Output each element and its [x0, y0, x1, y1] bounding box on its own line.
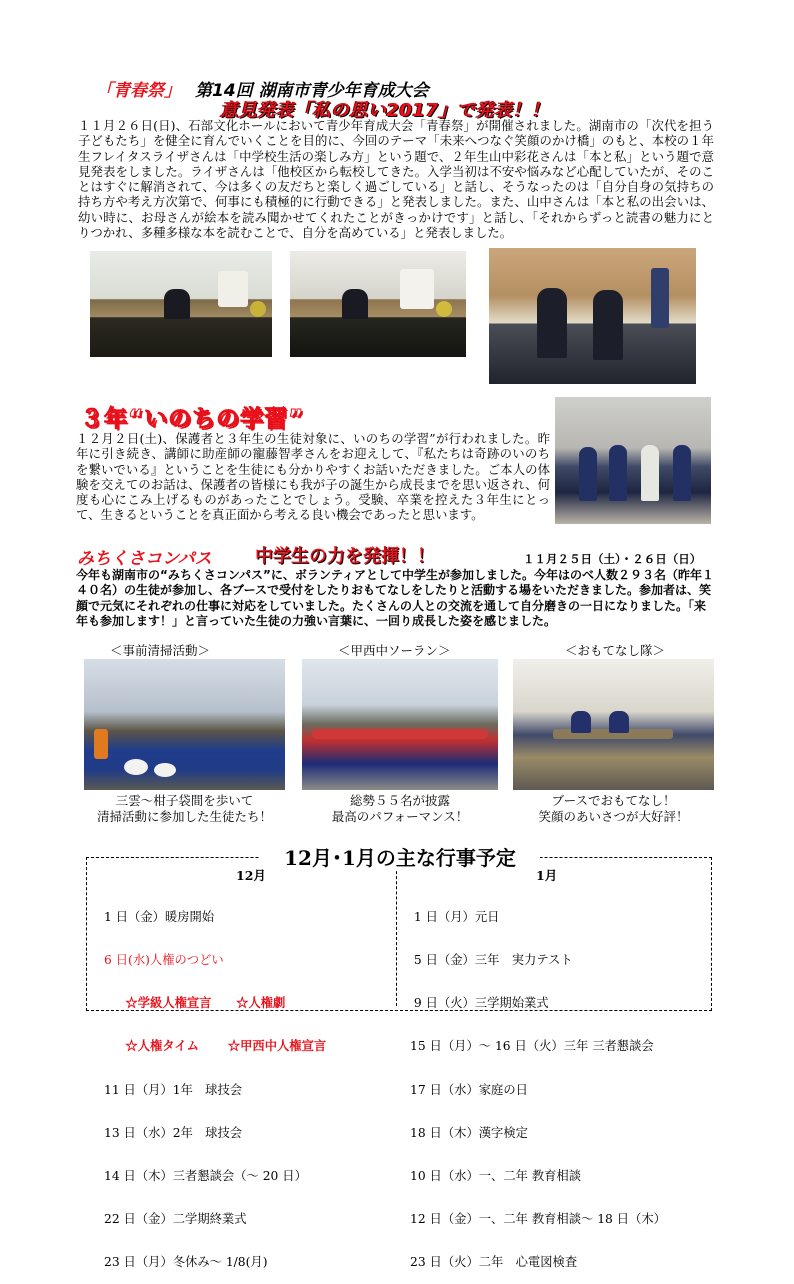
seishunsai-body: １１月２６日(日)、石部文化ホールにおいて青少年育成大会「青春祭」が開催されました。湖南市の「次代を担う子どもたち」を健全に育んでいくことを目的に、今回のテーマ「未来へつなぐ笑顔のかけ橋」のもと、本校の１年生フレイタスライザさんは「中学校生活の楽しみ方」という題で、２年生山中彩花さんは「本と私」という題で意見発表をしました。ライザさんは「他校区から転校してきた。入学当初は不安や悩みなど心配していたが、そのことはすぐに解消されて、今は多くの友だちと楽しく過ごしている」と話し、そうなったのは「自分自身の気持ちの持ち方や考え方次第で、何事にも積極的に行動できる」と発表しました。また、山中さんは「本と私の出会いは、幼い時に、お母さんが絵本を読み聞かせてくれたことがきっかけです」と話し、「それからずっと読書の魅力にとりつかれ、多種多様な本を読むことで、自分を高めている」と発表しました。 [78, 118, 714, 241]
inochi-body: １２月２日(土)、保護者と３年生の生徒対象に、いのちの学習”が行われました。昨年に引き続き、講師に助産師の寵藤智孝さんをお迎えして、『私たちは奇跡のいのちを繋いでいる』ということを生徒にも分かりやすくお話いただきました。ご本人の体験を交えてのお話は、保護者の皆様にも我が子の誕生から成長までを思い返され、何度も心にこみ上げるものがあったことでしょう。受験、卒業を控えた３年生にとって、生きるということを真正面から考える良い機会であったと思います。 [76, 431, 550, 523]
speakers-photo [489, 248, 696, 384]
dec-event: ☆学級人権宣言 ☆人権劇 [104, 995, 286, 1011]
michikusa-date: １１月２５日（土）・２６日（日） [523, 552, 702, 566]
dec-event: 11 日（月）1年 球技会 [104, 1082, 243, 1097]
caption-soran-line2: 最高のパフォーマンス！ [331, 809, 469, 824]
jan-event: 12 日（金）一、二年 教育相談～ 18 日（木） [410, 1212, 666, 1227]
caption-soran-line1: 総勢５５名が披露 [349, 793, 450, 808]
photo-label-omotenashi: ＜おもてなし隊＞ [565, 643, 666, 658]
caption-cleaning-line1: 三雲～柑子袋間を歩いて [115, 793, 254, 808]
schedule-title [260, 842, 540, 871]
jan-event: 1 日（月）元日 [410, 909, 500, 924]
cleaning-photo [84, 659, 285, 790]
dec-event: ☆人権タイム ☆甲西中人権宣言 [104, 1038, 327, 1054]
speech-photo-2 [290, 251, 466, 357]
seishunsai-title-part2: 第14回 湖南市青少年育成大会 [195, 81, 429, 101]
seishunsai-title-part1: 「青春祭」 [96, 81, 181, 101]
caption-cleaning-line2: 清掃活動に参加した生徒たち！ [96, 809, 272, 824]
michikusa-title: みちくさコンパス [77, 549, 212, 569]
dec-event: 14 日（木）三者懇談会（～ 20 日） [104, 1169, 307, 1184]
dec-event: 23 日（月）冬休み～ 1/8(月) [104, 1255, 268, 1270]
schedule-dec-list [104, 881, 326, 1284]
michikusa-body: 今年も湖南市の“みちくさコンパス”に、ボランティアとして中学生が参加しました。今年はのべ人数２９３名（昨年１４０名）の生徒が参加し、各ブースで受付をしたりおもてなしをしたりと活動する場をいただきました。参加者は、笑顔で元気にそれぞれの仕事に対応をしていました。たくさんの人との交流を通して自分磨きの一日になりました。「来年も参加します！」と言っていた生徒の力強い言葉に、一回り成長した姿を感じました。 [76, 568, 714, 628]
schedule-divider [396, 866, 397, 1006]
speech-photo-1 [90, 251, 272, 357]
jan-event: 18 日（木）漢字検定 [410, 1125, 528, 1140]
seishunsai-subtitle: 意見発表「私の思い2017」で発表！！ [220, 100, 550, 121]
jan-event: 17 日（水）家庭の日 [410, 1082, 528, 1097]
jan-event: 10 日（水）一、二年 教育相談 [410, 1169, 582, 1184]
dec-event: 22 日（金）二学期終業式 [104, 1212, 247, 1227]
photo-label-cleaning: ＜事前清掃活動＞ [110, 643, 211, 658]
photo-label-soran: ＜甲西中ソーラン＞ [338, 643, 451, 658]
omotenashi-photo [513, 659, 714, 790]
caption-omotenashi-line1: ブースでおもてなし！ [551, 793, 676, 808]
dec-event: 13 日（水）2年 球技会 [104, 1125, 243, 1140]
jan-event: 15 日（月）～ 16 日（火）三年 三者懇談会 [410, 1039, 654, 1054]
caption-soran [302, 793, 498, 825]
soran-photo [302, 659, 498, 790]
jan-event: 9 日（火）三学期始業式 [410, 996, 549, 1011]
inochi-title: ３年“いのちの学習” [80, 406, 305, 432]
jan-event: 23 日（火）二年 心電図検査 [410, 1255, 578, 1270]
michikusa-slogan: 中学生の力を発揮！！ [255, 546, 435, 567]
caption-omotenashi-line2: 笑顔のあいさつが大好評！ [538, 809, 689, 824]
schedule-title-text: 12月･1月の主な行事予定 [284, 846, 516, 870]
jan-event: 5 日（金）三年 実力テスト [410, 953, 573, 968]
schedule-jan-list [410, 881, 666, 1284]
dec-event: 1 日（金）暖房開始 [104, 909, 215, 924]
dec-event: 6 日(水)人権のつどい [104, 953, 224, 968]
inochi-photo [555, 397, 711, 524]
caption-omotenashi [513, 793, 714, 825]
caption-cleaning [84, 793, 285, 825]
schedule-jan-header: 1月 [536, 868, 558, 883]
schedule-dec-header: 12月 [236, 868, 266, 883]
